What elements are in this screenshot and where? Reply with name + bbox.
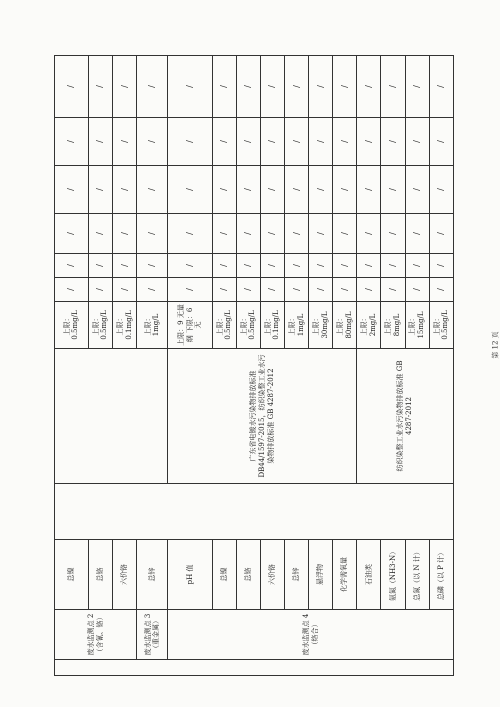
result-cell: / (357, 254, 381, 278)
result-cell: / (429, 278, 453, 302)
result-cell: / (55, 118, 89, 166)
result-cell: / (309, 278, 333, 302)
table-row (168, 56, 212, 676)
result-cell: / (285, 118, 309, 166)
result-cell: / (285, 56, 309, 118)
result-cell: / (429, 214, 453, 254)
pollutant-item: pH 值 (168, 540, 212, 610)
result-cell: / (168, 118, 212, 166)
result-cell: / (88, 118, 112, 166)
result-cell: / (357, 214, 381, 254)
result-cell: / (260, 214, 284, 254)
result-cell: / (260, 166, 284, 214)
pollutant-item: 氨氮（NH3-N） (381, 540, 405, 610)
result-cell: / (429, 166, 453, 214)
result-cell: / (285, 254, 309, 278)
result-cell: / (309, 56, 333, 118)
table-row (357, 56, 381, 676)
limit-value: 上限：0.5mg/L (429, 302, 453, 349)
monitoring-table (54, 55, 454, 676)
result-cell: / (113, 278, 137, 302)
result-cell: / (113, 166, 137, 214)
result-cell: / (55, 214, 89, 254)
result-cell: / (236, 56, 260, 118)
result-cell: / (236, 166, 260, 214)
result-cell: / (212, 278, 236, 302)
result-cell: / (309, 214, 333, 254)
limit-value: 上限：2mg/L (357, 302, 381, 349)
limit-value: 上限：0.1mg/L (113, 302, 137, 349)
result-cell: / (137, 254, 168, 278)
result-cell: / (285, 278, 309, 302)
limit-value: 上限：0.5mg/L (88, 302, 112, 349)
result-cell: / (381, 118, 405, 166)
result-cell: / (137, 118, 168, 166)
result-cell: / (333, 118, 357, 166)
result-cell: / (137, 278, 168, 302)
result-cell: / (260, 56, 284, 118)
result-cell: / (381, 254, 405, 278)
result-cell: / (212, 166, 236, 214)
result-cell: / (55, 56, 89, 118)
result-cell: / (285, 214, 309, 254)
discharge-standard: 广东省电镀水污染物排放标准 DB44/1597-2015，纺织染整工业水污染物排放标准 GB 4287-2012 (168, 349, 357, 484)
pollutant-item: 总镍 (212, 540, 236, 610)
result-cell: / (357, 278, 381, 302)
limit-value: 上限：9 无量纲 下限：6 无 (168, 302, 212, 349)
pollutant-item: 总铬 (236, 540, 260, 610)
result-cell: / (168, 166, 212, 214)
result-cell: / (357, 118, 381, 166)
result-cell: / (212, 254, 236, 278)
pollutant-item: 石油类 (357, 540, 381, 610)
result-cell: / (333, 56, 357, 118)
result-cell: / (309, 166, 333, 214)
result-cell: / (405, 278, 429, 302)
discharge-standard: 纺织染整工业水污染物排放标准 GB 4287-2012 (357, 349, 454, 484)
result-cell: / (333, 214, 357, 254)
result-cell: / (381, 214, 405, 254)
result-cell: / (405, 166, 429, 214)
result-cell: / (113, 254, 137, 278)
result-cell: / (88, 56, 112, 118)
result-cell: / (357, 56, 381, 118)
result-cell: / (309, 254, 333, 278)
result-cell: / (236, 118, 260, 166)
pollutant-item: 总锌 (285, 540, 309, 610)
result-cell: / (405, 56, 429, 118)
limit-value: 上限：0.5mg/L (212, 302, 236, 349)
table-row (55, 56, 89, 676)
monitoring-point-label: 废水监测点 2（含氰、铬） (55, 610, 137, 660)
result-cell: / (260, 118, 284, 166)
result-cell: / (55, 278, 89, 302)
result-cell: / (236, 278, 260, 302)
result-cell: / (405, 118, 429, 166)
table-body (55, 56, 454, 676)
blank-column-cell (55, 484, 454, 540)
pollutant-item: 化学需氧量 (333, 540, 357, 610)
result-cell: / (236, 254, 260, 278)
result-cell: / (405, 254, 429, 278)
result-cell: / (168, 254, 212, 278)
result-cell: / (55, 166, 89, 214)
pollutant-item: 总锌 (137, 540, 168, 610)
blank-standard-cell (55, 349, 168, 484)
limit-value: 上限：30mg/L (309, 302, 333, 349)
limit-value: 上限：1mg/L (285, 302, 309, 349)
result-cell: / (168, 56, 212, 118)
result-cell: / (88, 278, 112, 302)
result-cell: / (137, 166, 168, 214)
result-cell: / (168, 214, 212, 254)
result-cell: / (168, 278, 212, 302)
limit-value: 上限：15mg/L (405, 302, 429, 349)
result-cell: / (381, 166, 405, 214)
result-cell: / (333, 166, 357, 214)
result-cell: / (137, 56, 168, 118)
result-cell: / (113, 214, 137, 254)
result-cell: / (429, 118, 453, 166)
limit-value: 上限：80mg/L (333, 302, 357, 349)
result-cell: / (212, 56, 236, 118)
result-cell: / (113, 118, 137, 166)
result-cell: / (285, 166, 309, 214)
limit-value: 上限：1mg/L (137, 302, 168, 349)
blank-lead-cell (55, 660, 454, 676)
result-cell: / (381, 56, 405, 118)
result-cell: / (429, 56, 453, 118)
result-cell: / (212, 118, 236, 166)
pollutant-item: 六价铬 (113, 540, 137, 610)
pollutant-item: 总铬 (88, 540, 112, 610)
result-cell: / (333, 254, 357, 278)
result-cell: / (88, 254, 112, 278)
page-number: 第 12 页 (491, 331, 500, 359)
result-cell: / (381, 278, 405, 302)
result-cell: / (113, 56, 137, 118)
rotated-table-wrapper (54, 56, 454, 676)
monitoring-point-label: 废水监测点 4（络合） (168, 610, 454, 660)
result-cell: / (429, 254, 453, 278)
pollutant-item: 悬浮物 (309, 540, 333, 610)
limit-value: 上限：0.5mg/L (236, 302, 260, 349)
result-cell: / (333, 278, 357, 302)
result-cell: / (137, 214, 168, 254)
monitoring-point-label: 废水监测点 3（重金属） (137, 610, 168, 660)
result-cell: / (212, 214, 236, 254)
result-cell: / (309, 118, 333, 166)
result-cell: / (357, 166, 381, 214)
result-cell: / (260, 254, 284, 278)
limit-value: 上限：0.1mg/L (260, 302, 284, 349)
result-cell: / (88, 214, 112, 254)
limit-value: 上限：8mg/L (381, 302, 405, 349)
result-cell: / (236, 214, 260, 254)
result-cell: / (55, 254, 89, 278)
pollutant-item: 总氮（以 N 计） (405, 540, 429, 610)
result-cell: / (88, 166, 112, 214)
pollutant-item: 总镍 (55, 540, 89, 610)
pollutant-item: 六价铬 (260, 540, 284, 610)
limit-value: 上限：0.5mg/L (55, 302, 89, 349)
result-cell: / (405, 214, 429, 254)
pollutant-item: 总磷（以 P 计） (429, 540, 453, 610)
result-cell: / (260, 278, 284, 302)
